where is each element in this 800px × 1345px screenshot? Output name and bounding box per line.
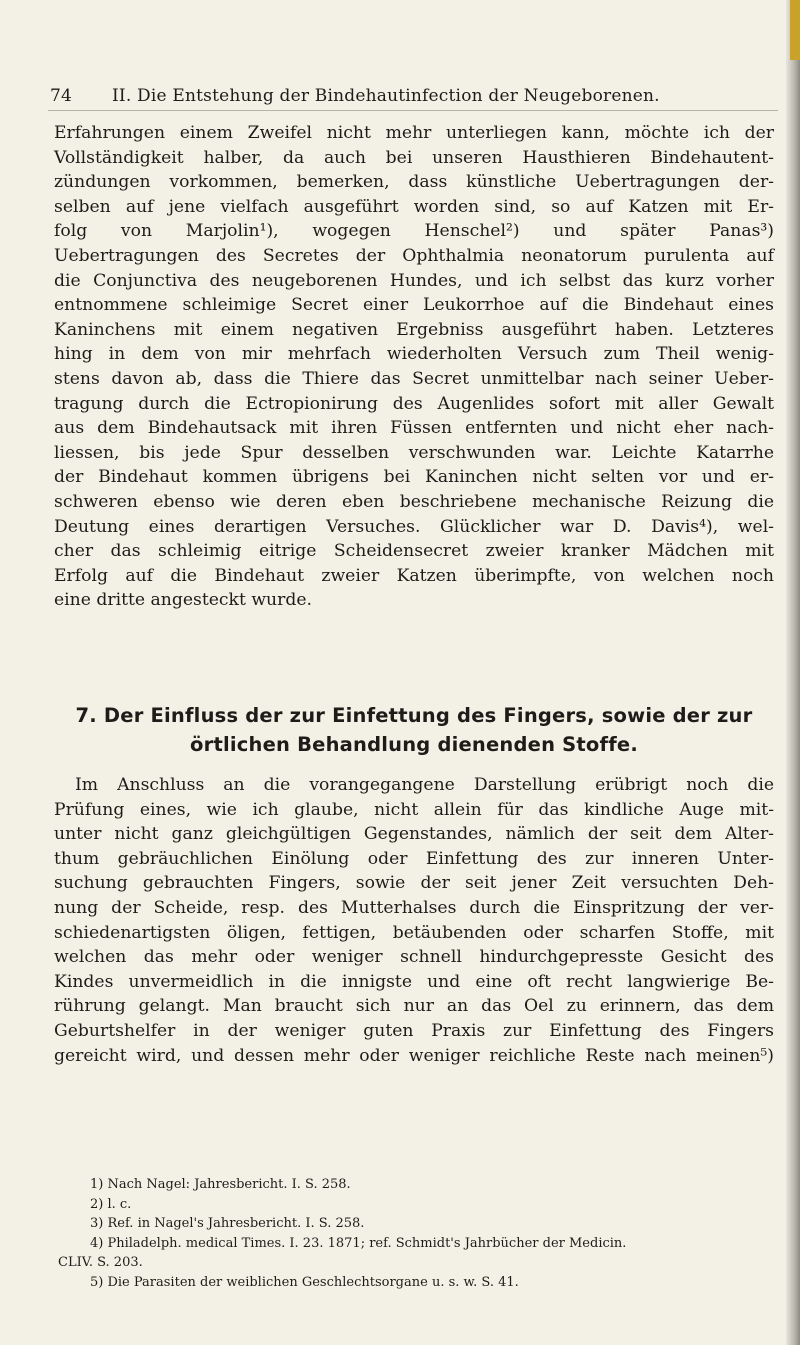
paragraph-2 [54, 773, 774, 1068]
footnote: 1) Nach Nagel: Jahresbericht. I. S. 258. [90, 1177, 351, 1192]
text-line: schweren ebenso wie deren eben beschriebene mechanische Reizung die [54, 491, 774, 512]
text-line: der Bindehaut kommen übrigens bei Kaninchen nicht selten vor und er- [54, 467, 774, 488]
text-line: cher das schleimig eitrige Scheidensecret zweier kranker Mädchen mit [54, 541, 774, 562]
text-line: aus dem Bindehautsack mit ihren Füssen entfernten und nicht eher nach- [54, 418, 774, 439]
text-line: unter nicht ganz gleichgültigen Gegenstandes, nämlich der seit dem Alter- [54, 824, 774, 845]
text-line: folg von Marjolin¹), wogegen Henschel²) und später Panas³) [54, 221, 774, 242]
text-line: Deutung eines derartigen Versuches. Glücklicher war D. Davis⁴), wel- [54, 516, 774, 537]
text-line: suchung gebrauchten Fingers, sowie der seit jener Zeit versuchten Deh- [54, 873, 774, 894]
running-header [50, 86, 770, 106]
text-line: zündungen vorkommen, bemerken, dass künstliche Uebertragungen der- [54, 172, 774, 193]
header-rule [48, 110, 778, 111]
footnote: 3) Ref. in Nagel's Jahresbericht. I. S. 258. [90, 1216, 365, 1232]
paragraph-1 [54, 121, 774, 613]
text-line: schiedenartigsten öligen, fettigen, betäubenden oder scharfen Stoffe, mit [54, 922, 774, 943]
text-line: Erfahrungen einem Zweifel nicht mehr unterliegen kann, möchte ich der [54, 123, 774, 143]
text-line: eine dritte angesteckt wurde. [54, 590, 312, 611]
footnote: 5) Die Parasiten der weiblichen Geschlechtsorgane u. s. w. S. 41. [90, 1274, 519, 1290]
footnote: 2) l. c. [90, 1196, 132, 1212]
text-line: Kindes unvermeidlich in die innigste und eine oft recht langwierige Be- [54, 971, 774, 992]
text-line: Kaninchens mit einem negativen Ergebniss ausgeführt haben. Letzteres [54, 319, 774, 340]
text-line: stens davon ab, dass die Thiere das Secret unmittelbar nach seiner Ueber- [54, 368, 774, 389]
text-line: Uebertragungen des Secretes der Ophthalmia neonatorum purulenta auf [54, 245, 774, 266]
text-line: gereicht wird, und dessen mehr oder weniger reichliche Reste nach meinen⁵) [54, 1045, 774, 1066]
text-line: liessen, bis jede Spur desselben verschwunden war. Leichte Katarrhe [54, 442, 774, 463]
page-edge [786, 0, 800, 1345]
text-line: selben auf jene vielfach ausgeführt worden sind, so auf Katzen mit Er- [54, 196, 774, 217]
footnotes [54, 1175, 774, 1293]
text-line: nung der Scheide, resp. des Mutterhalses durch die Einspritzung der ver- [54, 897, 774, 918]
heading-line: 7. Der Einfluss der zur Einfettung des Fingers, sowie der zur [75, 704, 753, 727]
text-line: Erfolg auf die Bindehaut zweier Katzen überimpfte, von welchen noch [54, 565, 774, 586]
text-line: Geburtshelfer in der weniger guten Praxis zur Einfettung des Fingers [54, 1020, 774, 1041]
bookmark-tab [790, 0, 800, 60]
text-line: entnommene schleimige Secret einer Leukorrhoe auf die Bindehaut eines [54, 295, 774, 316]
page-number: 74 [50, 86, 73, 106]
text-line: die Conjunctiva des neugeborenen Hundes, und ich selbst das kurz vorher [54, 270, 774, 291]
text-line: hing in dem von mir mehrfach wiederholten Versuch zum Theil wenig- [54, 344, 774, 365]
footnote-continuation: CLIV. S. 203. [58, 1255, 143, 1271]
heading-line: örtlichen Behandlung dienenden Stoffe. [190, 733, 638, 756]
text-line: thum gebräuchlichen Einölung oder Einfettung des zur inneren Unter- [54, 848, 774, 869]
section-heading [54, 701, 774, 759]
text-line: rührung gelangt. Man braucht sich nur an das Oel zu erinnern, das dem [54, 996, 774, 1017]
footnote: 4) Philadelph. medical Times. I. 23. 1871; ref. Schmidt's Jahrbücher der Medicin. [90, 1235, 627, 1251]
running-title: II. Die Entstehung der Bindehautinfection der Neugeborenen. [112, 86, 660, 106]
text-line: Prüfung eines, wie ich glaube, nicht allein für das kindliche Auge mit- [54, 799, 774, 820]
text-line: welchen das mehr oder weniger schnell hindurchgepresste Gesicht des [54, 947, 774, 968]
text-line: Vollständigkeit halber, da auch bei unseren Hausthieren Bindehautent- [54, 147, 774, 168]
text-line: Im Anschluss an die vorangegangene Darstellung erübrigt noch die [75, 775, 774, 795]
text-line: tragung durch die Ectropionirung des Augenlides sofort mit aller Gewalt [54, 393, 774, 414]
